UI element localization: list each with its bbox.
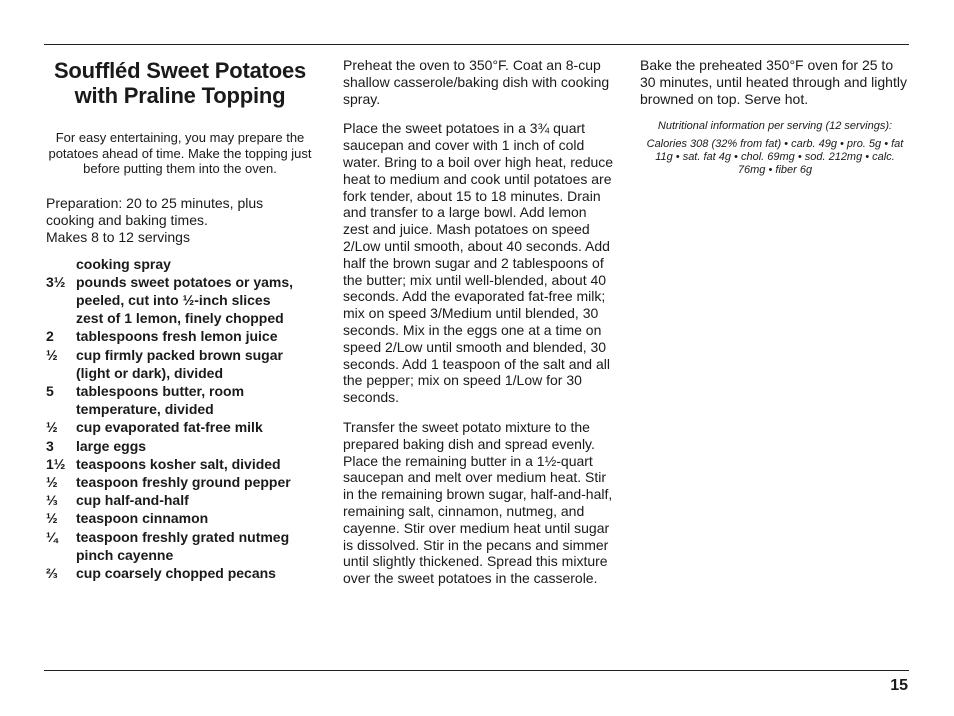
ingredient-text: tablespoons fresh lemon juice	[76, 328, 278, 345]
ingredient-text: pounds sweet potatoes or yams, peeled, cut into ½-inch slices	[76, 273, 294, 308]
ingredient-text: teaspoon cinnamon	[76, 510, 209, 527]
step-preheat: Preheat the oven to 350°F. Coat an 8-cup shallow casserole/baking dish with cooking spray.	[343, 57, 610, 107]
ingredient-item	[46, 473, 314, 491]
ingredient-text: teaspoons kosher salt, divided	[76, 455, 281, 472]
ingredient-text: teaspoon freshly grated nutmeg	[76, 528, 290, 545]
ingredient-quantity: 1½	[46, 455, 66, 472]
preparation-time: Preparation: 20 to 25 minutes, plus cooking and baking times.	[46, 194, 264, 228]
ingredient-text: pinch cayenne	[76, 546, 174, 563]
ingredient-quantity: 2	[46, 328, 54, 345]
middle-column	[343, 57, 615, 600]
ingredient-quantity	[46, 255, 76, 273]
ingredient-quantity	[46, 546, 76, 564]
ingredient-item	[46, 564, 314, 582]
ingredient-item	[46, 309, 314, 327]
ingredient-text: cup firmly packed brown sugar (light or dark), divided	[76, 346, 283, 381]
ingredient-item	[46, 327, 314, 345]
step-cook-potatoes: Place the sweet potatoes in a 3¾ quart saucepan and cover with 1 inch of cold water. Bring to a boil over high heat, reduce heat to medium and cook until potatoes are fork tender, about 15 to 18 minutes. Drain and transfer to a large bowl. Add lemon zest and juice. Mash potatoes on speed 2/Low until smooth, about 40 seconds. Add half the brown sugar and 2 tablespoons of the butter; mix until well-blended, about 40 seconds. Add the evaporated fat-free milk; mix on speed 3/Medium until blended, 30 seconds. Mix in the eggs one at a time on speed 2/Low until smooth and blended, 30 seconds. Add 1 teaspoon of the salt and all the pepper; mix on speed 1/Low for 30 seconds.	[343, 120, 614, 406]
ingredient-text: cup coarsely chopped pecans	[76, 564, 276, 581]
ingredient-quantity: ½	[46, 510, 58, 527]
step-bake: Bake the preheated 350°F oven for 25 to 30 minutes, until heated through and lightly browned on top. Serve hot.	[640, 57, 907, 107]
top-rule	[44, 44, 909, 45]
preparation-info	[46, 195, 314, 246]
ingredient-text: large eggs	[76, 437, 147, 454]
ingredient-text: cooking spray	[76, 255, 171, 272]
ingredient-item	[46, 255, 314, 273]
ingredient-item	[46, 509, 314, 527]
ingredient-item	[46, 437, 314, 455]
ingredient-list	[46, 255, 314, 583]
ingredient-item	[46, 528, 314, 546]
ingredient-item	[46, 455, 314, 473]
ingredient-text: teaspoon freshly ground pepper	[76, 473, 291, 490]
bottom-rule	[44, 670, 909, 671]
ingredient-text: tablespoons butter, room temperature, divided	[76, 382, 245, 418]
ingredient-item	[46, 382, 314, 418]
ingredient-quantity: 5	[46, 382, 54, 399]
ingredient-text: cup evaporated fat-free milk	[76, 419, 263, 436]
nutrition-heading: Nutritional information per serving (12 servings):	[657, 120, 893, 133]
page-number: 15	[890, 677, 908, 694]
ingredient-item	[46, 491, 314, 509]
ingredient-quantity: ¼	[46, 528, 58, 545]
ingredient-item	[46, 346, 314, 382]
ingredient-quantity: ⅔	[46, 564, 58, 581]
ingredient-quantity: ½	[46, 473, 58, 490]
ingredient-item	[46, 546, 314, 564]
ingredient-quantity: ½	[46, 346, 58, 363]
step-topping: Transfer the sweet potato mixture to the prepared baking dish and spread evenly. Place the remaining butter in a 1½-quart saucepan and melt over medium heat. Stir in the remaining brown sugar, half-and-half, remaining salt, cinnamon, nutmeg, and cayenne. Stir over medium heat until sugar is dissolved. Stir in the pecans and simmer until slightly thickened. Spread this mixture over the sweet potatoes in the casserole.	[343, 418, 613, 587]
nutrition-facts: Calories 308 (32% from fat) • carb. 49g • pro. 5g • fat 11g • sat. fat 4g • chol. 69mg • sod. 212mg • calc. 76mg • fiber 6g	[646, 138, 904, 177]
ingredient-quantity: 3½	[46, 273, 66, 290]
ingredient-quantity: ½	[46, 419, 58, 436]
ingredient-text: zest of 1 lemon, finely chopped	[76, 310, 284, 327]
ingredient-quantity: ⅓	[46, 492, 58, 509]
ingredient-quantity: 3	[46, 437, 54, 454]
recipe-intro: For easy entertaining, you may prepare the potatoes ahead of time. Make the topping just before putting them into the oven.	[48, 130, 312, 176]
recipe-title: Souffléd Sweet Potatoes with Praline Topping	[53, 58, 307, 108]
left-column	[46, 57, 314, 582]
ingredient-text: cup half-and-half	[76, 492, 189, 509]
ingredient-item	[46, 418, 314, 436]
ingredient-quantity	[46, 309, 76, 327]
ingredient-item	[46, 273, 314, 309]
servings: Makes 8 to 12 servings	[46, 228, 190, 245]
right-column	[640, 57, 910, 177]
